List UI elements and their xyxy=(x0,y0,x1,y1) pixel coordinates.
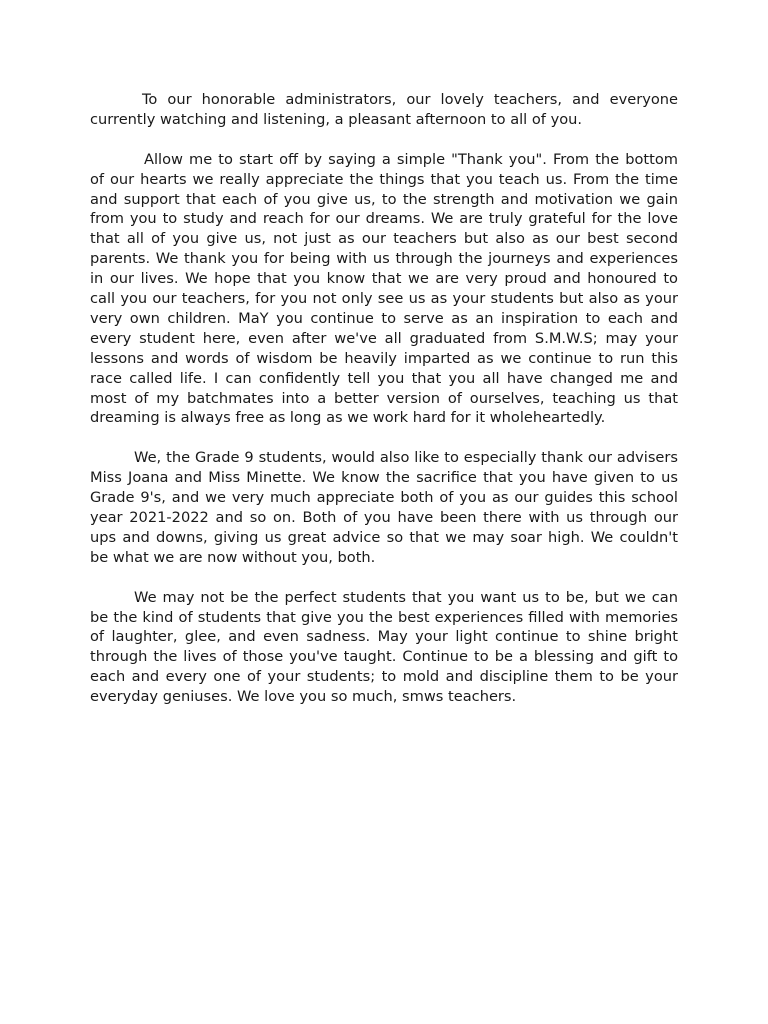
greeting-paragraph: To our honorable administrators, our lovely teachers, and everyone currently watching and listening, a pleasant afternoon to all of you. xyxy=(90,91,678,128)
thank-you-paragraph: Allow me to start off by saying a simple "Thank you". From the bottom of our hearts we really appreciate the things that you teach us. From the time and support that each of you give us, to the strength and motivation we gain from you to study and reach for our dreams. We are truly grateful for the love that all of you give us, not just as our teachers but also as our best second parents. We thank you for being with us through the journeys and experiences in our lives. We hope that you know that we are very proud and honoured to call you our teachers, for you not only see us as your students but also as your very own children. MaY you continue to serve as an inspiration to each and every student here, even after we've all graduated from S.M.W.S; may your lessons and words of wisdom be heavily imparted as we continue to run this race called life. I can confidently tell you that you all have changed me and most of my batchmates into a better version of ourselves, teaching us that dreaming is always free as long as we work hard for it wholeheartedly. xyxy=(90,150,678,427)
letter-body xyxy=(90,90,678,727)
closing-paragraph: We may not be the perfect students that you want us to be, but we can be the kind of students that give you the best experiences filled with memories of laughter, glee, and even sadness. May your light continue to shine bright through the lives of those you've taught. Continue to be a blessing and gift to each and every one of your students; to mold and discipline them to be your everyday geniuses. We love you so much, smws teachers. xyxy=(90,588,678,706)
advisers-paragraph: We, the Grade 9 students, would also like to especially thank our advisers Miss Joana and Miss Minette. We know the sacrifice that you have given to us Grade 9's, and we very much appreciate both of you as our guides this school year 2021-2022 and so on. Both of you have been there with us through our ups and downs, giving us great advice so that we may soar high. We couldn't be what we are now without you, both. xyxy=(90,449,678,566)
